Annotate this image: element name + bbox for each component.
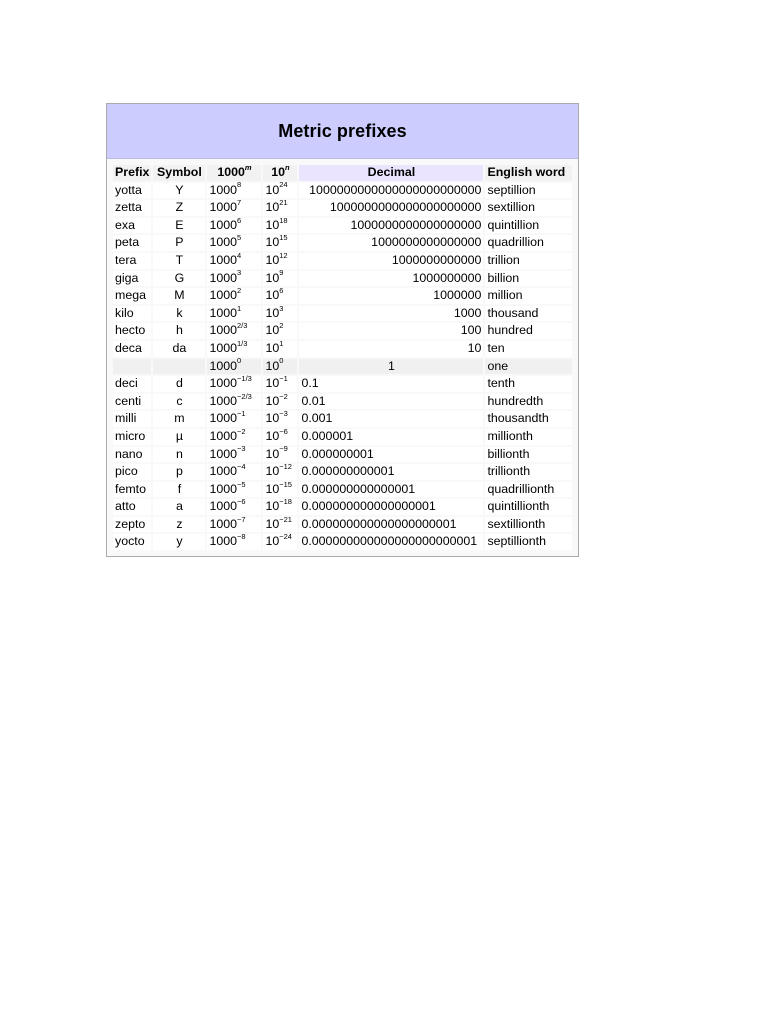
english-word-cell: septillion (485, 183, 572, 199)
decimal-cell: 1000 (299, 306, 483, 322)
thousand-power-cell (207, 426, 261, 445)
thousand-base: 1000 (209, 446, 238, 461)
symbol-cell: z (153, 517, 205, 533)
ten-power-cell (263, 250, 297, 269)
thousand-base: 1000 (209, 305, 238, 320)
symbol-cell: d (153, 376, 205, 392)
prefix-cell (113, 359, 151, 375)
symbol-cell: T (153, 253, 205, 269)
thousand-exponent: 3 (237, 268, 242, 278)
ten-exponent: 2 (279, 321, 284, 331)
thousand-power-cell (207, 479, 261, 498)
ten-power-cell (263, 461, 297, 480)
table-row (113, 341, 572, 357)
table-row (113, 429, 572, 445)
prefix-cell: micro (113, 429, 151, 445)
thousand-power-cell (207, 338, 261, 357)
thousand-base: 1000 (209, 428, 238, 443)
english-word-cell: septillionth (485, 534, 572, 550)
prefix-cell: pico (113, 464, 151, 480)
thousand-exponent: 1 (237, 303, 242, 313)
decimal-cell: 0.1 (299, 376, 483, 392)
header-row (113, 165, 572, 181)
ten-base: 10 (265, 340, 280, 355)
thousand-base: 1000 (209, 217, 238, 232)
ten-exponent: −18 (279, 497, 292, 507)
decimal-cell: 0.000000000000001 (299, 482, 483, 498)
ten-exponent: −6 (279, 426, 288, 436)
thousand-power-cell (207, 200, 261, 216)
thousand-exponent: −1/3 (237, 374, 252, 383)
thousand-base: 1000 (209, 358, 238, 373)
thousand-power-cell (207, 180, 261, 199)
ten-power-cell (263, 376, 297, 392)
prefix-cell: kilo (113, 306, 151, 322)
symbol-cell: µ (153, 429, 205, 445)
thousand-exponent: −1 (237, 409, 246, 419)
english-word-cell: thousandth (485, 411, 572, 427)
thousand-power-cell (207, 250, 261, 269)
decimal-cell: 100 (299, 323, 483, 339)
ten-exponent: −24 (279, 532, 292, 542)
table-row (113, 271, 572, 287)
header-prefix: Prefix (115, 165, 150, 179)
table-row (113, 534, 572, 550)
symbol-cell: G (153, 271, 205, 287)
thousand-base: 1000 (209, 411, 238, 426)
thousand-power-cell (207, 288, 261, 304)
ten-exponent: −1 (279, 374, 288, 383)
english-word-cell: trillion (485, 253, 572, 269)
table-title: Metric prefixes (107, 104, 578, 159)
table-row (113, 359, 572, 375)
thousand-exponent: 1/3 (237, 338, 248, 348)
table-row (113, 253, 572, 269)
ten-power-cell (263, 288, 297, 304)
thousand-base: 1000 (209, 376, 238, 391)
ten-exponent: 24 (279, 180, 288, 190)
ten-power-cell (263, 479, 297, 498)
symbol-cell: h (153, 323, 205, 339)
ten-exponent: 18 (279, 215, 288, 225)
decimal-cell: 0.000000000000000001 (299, 499, 483, 515)
decimal-cell: 1 (299, 359, 483, 375)
metric-prefixes-table (111, 163, 574, 552)
ten-power-cell (263, 426, 297, 445)
ten-base: 10 (265, 305, 280, 320)
decimal-cell: 1000000000000 (299, 253, 483, 269)
table-row (113, 447, 572, 463)
symbol-cell: m (153, 411, 205, 427)
ten-base: 10 (265, 288, 280, 303)
ten-exponent: 12 (279, 250, 288, 260)
english-word-cell: one (485, 359, 572, 375)
table-row (113, 235, 572, 251)
ten-base: 10 (265, 411, 280, 426)
header-symbol: Symbol (153, 165, 205, 181)
symbol-cell: f (153, 482, 205, 498)
ten-exponent: −9 (279, 444, 288, 454)
decimal-cell: 1000000 (299, 288, 483, 304)
english-word-cell: quadrillion (485, 235, 572, 251)
symbol-cell: E (153, 218, 205, 234)
english-word-cell: million (485, 288, 572, 304)
thousand-base: 1000 (209, 182, 238, 197)
thousand-power-cell (207, 376, 261, 392)
table-row (113, 288, 572, 304)
thousand-exponent: 8 (237, 180, 242, 190)
thousand-base: 1000 (209, 516, 238, 531)
table-row (113, 517, 572, 533)
thousand-exponent: 5 (237, 233, 242, 243)
thousand-exponent: 2 (237, 286, 242, 296)
ten-base: 10 (265, 358, 280, 373)
table-row (113, 306, 572, 322)
ten-base: 10 (265, 499, 280, 514)
table-row (113, 376, 572, 392)
table-row (113, 411, 572, 427)
thousand-exponent: −3 (237, 444, 246, 454)
english-word-cell: trillionth (485, 464, 572, 480)
english-word-cell: sextillion (485, 200, 572, 216)
thousand-exponent: −2/3 (237, 391, 252, 401)
decimal-cell: 1000000000000000000000 (299, 200, 483, 216)
thousand-base: 1000 (209, 534, 238, 549)
prefix-cell: nano (113, 447, 151, 463)
prefix-cell: deci (113, 376, 151, 392)
prefix-cell: zepto (113, 517, 151, 533)
english-word-cell: ten (485, 341, 572, 357)
thousand-exponent: −8 (237, 532, 246, 542)
prefix-cell: tera (113, 253, 151, 269)
symbol-cell: da (153, 341, 205, 357)
table-row (113, 394, 572, 410)
thousand-base: 1000 (209, 481, 238, 496)
header-decimal: Decimal (299, 165, 483, 181)
ten-base: 10 (265, 446, 280, 461)
symbol-cell (153, 359, 205, 375)
ten-base: 10 (265, 252, 280, 267)
ten-power-cell (263, 534, 297, 550)
metric-prefixes-table-box (106, 103, 579, 557)
thousand-base: 1000 (209, 340, 238, 355)
table-row (113, 464, 572, 480)
english-word-cell: millionth (485, 429, 572, 445)
decimal-cell: 0.01 (299, 394, 483, 410)
table-row (113, 482, 572, 498)
prefix-cell: atto (113, 499, 151, 515)
thousand-base: 1000 (209, 235, 238, 250)
thousand-exponent: 7 (237, 198, 242, 208)
ten-exponent: 3 (279, 303, 284, 313)
thousand-power-cell (207, 514, 261, 533)
english-word-cell: quadrillionth (485, 482, 572, 498)
prefix-cell: yocto (113, 534, 151, 550)
symbol-cell: Z (153, 200, 205, 216)
ten-power-cell (263, 303, 297, 322)
decimal-cell: 1000000000000000000 (299, 218, 483, 234)
thousand-power-cell (207, 268, 261, 287)
thousand-exponent: −4 (237, 461, 246, 471)
symbol-cell: M (153, 288, 205, 304)
thousand-exponent: 2/3 (237, 321, 248, 331)
header-thousand-power (207, 162, 261, 181)
table-row (113, 323, 572, 339)
ten-exponent: 1 (279, 338, 284, 348)
ten-base: 10 (265, 376, 280, 391)
ten-power-cell (263, 444, 297, 463)
thousand-base: 1000 (209, 200, 238, 215)
ten-power-cell (263, 200, 297, 216)
decimal-cell: 1000000000000000 (299, 235, 483, 251)
thousand-power-cell (207, 444, 261, 463)
symbol-cell: a (153, 499, 205, 515)
ten-power-cell (263, 338, 297, 357)
ten-power-cell (263, 356, 297, 375)
ten-base: 10 (265, 534, 280, 549)
prefix-cell: hecto (113, 323, 151, 339)
ten-power-cell (263, 268, 297, 287)
ten-power-cell (263, 391, 297, 410)
ten-base: 10 (265, 393, 280, 408)
ten-exponent: 21 (279, 198, 288, 208)
ten-exponent: −2 (279, 391, 288, 401)
thousand-power-cell (207, 461, 261, 480)
thousand-power-cell (207, 534, 261, 550)
decimal-cell: 10 (299, 341, 483, 357)
thousand-exponent: −2 (237, 426, 246, 436)
table-row (113, 218, 572, 234)
prefix-cell: giga (113, 271, 151, 287)
thousand-power-cell (207, 411, 261, 427)
ten-exponent: −15 (279, 479, 292, 489)
decimal-cell: 0.000000000000000000000001 (299, 534, 483, 550)
prefix-cell: yotta (113, 183, 151, 199)
thousand-base: 1000 (209, 323, 238, 338)
ten-power-cell (263, 215, 297, 234)
thousand-exponent: 0 (237, 356, 242, 366)
header-ten-base: 10 (271, 165, 286, 179)
thousand-power-cell (207, 215, 261, 234)
ten-power-cell (263, 235, 297, 251)
english-word-cell: hundred (485, 323, 572, 339)
ten-exponent: 0 (279, 356, 284, 366)
table-row (113, 200, 572, 216)
thousand-exponent: 6 (237, 215, 242, 225)
thousand-exponent: −7 (237, 514, 246, 524)
ten-base: 10 (265, 464, 280, 479)
symbol-cell: k (153, 306, 205, 322)
decimal-cell: 0.000000000000000000001 (299, 517, 483, 533)
decimal-cell: 0.000000000001 (299, 464, 483, 480)
decimal-cell: 1000000000000000000000000 (299, 183, 483, 199)
ten-exponent: −12 (279, 461, 292, 471)
symbol-cell: y (153, 534, 205, 550)
thousand-power-cell (207, 391, 261, 410)
prefix-cell: mega (113, 288, 151, 304)
english-word-cell: tenth (485, 376, 572, 392)
decimal-cell: 0.000001 (299, 429, 483, 445)
thousand-base: 1000 (209, 252, 238, 267)
ten-exponent: −21 (279, 514, 292, 524)
thousand-base: 1000 (209, 499, 238, 514)
header-ten-power (263, 162, 297, 181)
thousand-power-cell (207, 235, 261, 251)
ten-power-cell (263, 411, 297, 427)
symbol-cell: p (153, 464, 205, 480)
prefix-cell: exa (113, 218, 151, 234)
thousand-power-cell (207, 323, 261, 339)
ten-base: 10 (265, 323, 280, 338)
decimal-cell: 0.001 (299, 411, 483, 427)
header-thousand-base: 1000 (217, 165, 245, 179)
header-ten-exp: n (285, 162, 290, 172)
thousand-power-cell (207, 499, 261, 515)
thousand-exponent: −5 (237, 479, 246, 489)
ten-power-cell (263, 180, 297, 199)
prefix-cell: deca (113, 341, 151, 357)
prefix-cell: milli (113, 411, 151, 427)
ten-base: 10 (265, 217, 280, 232)
ten-base: 10 (265, 516, 280, 531)
english-word-cell: billionth (485, 447, 572, 463)
ten-base: 10 (265, 200, 280, 215)
thousand-base: 1000 (209, 464, 238, 479)
thousand-power-cell (207, 356, 261, 375)
header-english-word: English word (485, 165, 572, 181)
ten-power-cell (263, 323, 297, 339)
ten-base: 10 (265, 481, 280, 496)
ten-power-cell (263, 514, 297, 533)
symbol-cell: n (153, 447, 205, 463)
thousand-base: 1000 (209, 288, 238, 303)
english-word-cell: quintillionth (485, 499, 572, 515)
table-row (113, 499, 572, 515)
header-thousand-exp: m (244, 162, 252, 172)
english-word-cell: hundredth (485, 394, 572, 410)
english-word-cell: thousand (485, 306, 572, 322)
ten-base: 10 (265, 182, 280, 197)
thousand-base: 1000 (209, 270, 238, 285)
symbol-cell: P (153, 235, 205, 251)
thousand-exponent: −6 (237, 497, 246, 507)
ten-power-cell (263, 499, 297, 515)
symbol-cell: Y (153, 183, 205, 199)
decimal-cell: 0.000000001 (299, 447, 483, 463)
english-word-cell: sextillionth (485, 517, 572, 533)
english-word-cell: quintillion (485, 218, 572, 234)
prefix-cell: femto (113, 482, 151, 498)
ten-base: 10 (265, 235, 280, 250)
thousand-power-cell (207, 303, 261, 322)
ten-exponent: 6 (279, 286, 284, 296)
thousand-exponent: 4 (237, 250, 242, 260)
symbol-cell: c (153, 394, 205, 410)
ten-base: 10 (265, 270, 280, 285)
ten-base: 10 (265, 428, 280, 443)
prefix-cell: peta (113, 235, 151, 251)
ten-exponent: −3 (279, 409, 288, 419)
ten-exponent: 9 (279, 268, 284, 278)
decimal-cell: 1000000000 (299, 271, 483, 287)
english-word-cell: billion (485, 271, 572, 287)
ten-exponent: 15 (279, 233, 288, 243)
prefix-cell: centi (113, 394, 151, 410)
table-row (113, 183, 572, 199)
prefix-cell: zetta (113, 200, 151, 216)
thousand-base: 1000 (209, 393, 238, 408)
